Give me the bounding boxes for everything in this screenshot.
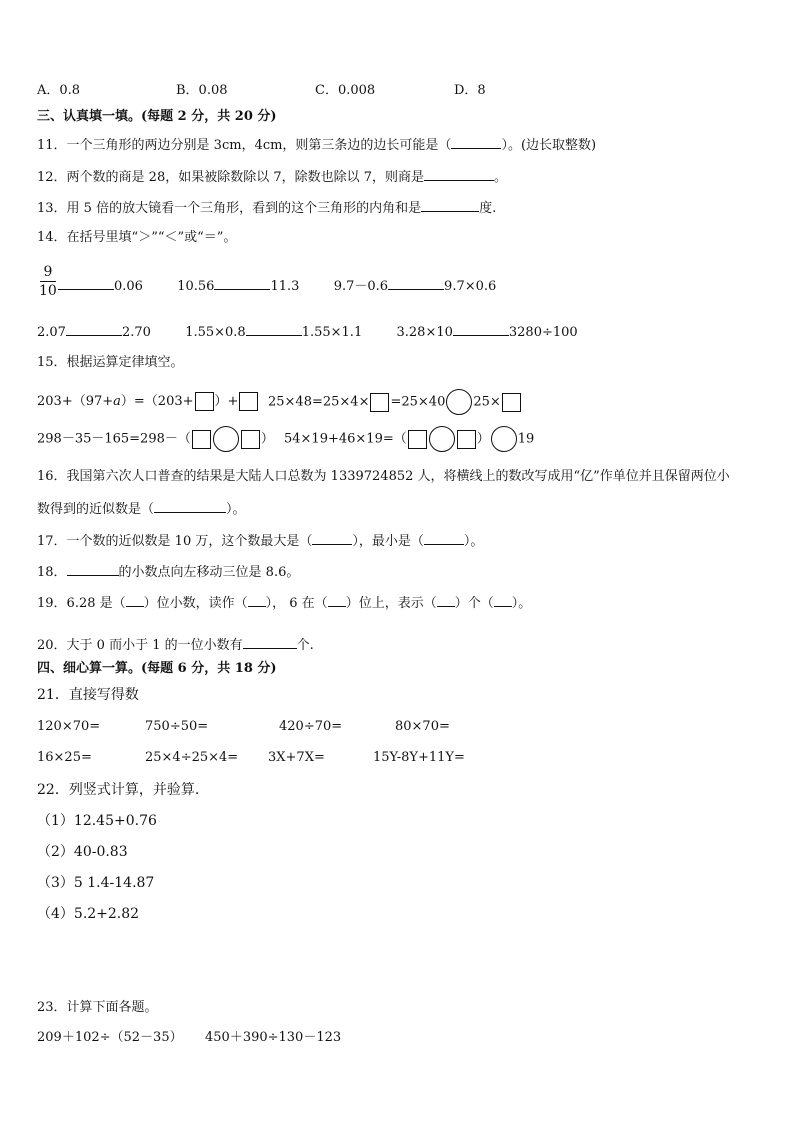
fraction-denominator: 10 bbox=[39, 283, 57, 299]
q19-text: ）位上，表示（ bbox=[345, 596, 437, 611]
q16-text-end: ）。 bbox=[226, 502, 246, 517]
question-18 bbox=[37, 562, 299, 582]
q11-text-end: ）。(边长取整数) bbox=[501, 138, 597, 153]
q21-item: 80×70= bbox=[395, 719, 450, 734]
q21-item: 750÷50= bbox=[145, 719, 209, 734]
answer-circle[interactable] bbox=[429, 426, 455, 452]
q14-term: 11.3 bbox=[270, 279, 300, 294]
q17-text-end: ）。 bbox=[463, 534, 484, 549]
q23-expression-2: 450＋390÷130－123 bbox=[205, 1030, 342, 1045]
q22-item-4: （4）5.2+2.82 bbox=[37, 906, 140, 922]
question-19 bbox=[37, 593, 531, 613]
answer-box[interactable] bbox=[241, 430, 260, 449]
q15-text: 25× bbox=[473, 394, 501, 410]
q15-text: 19 bbox=[517, 431, 535, 447]
q21-item: 3X+7X= bbox=[268, 750, 325, 765]
q19-blank-1[interactable] bbox=[126, 593, 144, 607]
q15-text: ） bbox=[260, 431, 274, 447]
q15-row1-left bbox=[37, 389, 259, 415]
q15-text: ）=（203+ bbox=[120, 394, 194, 409]
q15-row2-right bbox=[284, 426, 534, 453]
answer-box[interactable] bbox=[195, 392, 214, 411]
q15-variable: a bbox=[113, 394, 121, 409]
q12-blank[interactable] bbox=[424, 167, 494, 181]
section-3-title: 三、认真填一填。(每题 2 分，共 20 分) bbox=[37, 109, 277, 124]
question-16-line1: 16．我国第六次人口普查的结果是大陆人口总数为 1339724852 人，将横线上的数改写成用“亿”作单位并且保留两位小 bbox=[37, 469, 730, 484]
option-c: C．0.008 bbox=[315, 83, 376, 98]
q19-text: ）个（ bbox=[454, 596, 494, 611]
q14-term: 2.70 bbox=[121, 325, 151, 340]
option-a: A．0.8 bbox=[37, 83, 81, 98]
q14-term: 3.28×10 bbox=[396, 325, 453, 340]
answer-circle[interactable] bbox=[213, 426, 239, 452]
q13-text: 13．用 5 倍的放大镜看一个三角形，看到的这个三角形的内角和是 bbox=[37, 201, 422, 216]
q20-blank[interactable] bbox=[243, 635, 297, 649]
q12-text: 12．两个数的商是 28，如果被除数除以 7，除数也除以 7，则商是 bbox=[37, 170, 425, 185]
q14-row2 bbox=[37, 322, 578, 342]
q19-blank-4[interactable] bbox=[437, 593, 455, 607]
q11-text: 11．一个三角形的两边分别是 3cm，4cm，则第三条边的边长可能是（ bbox=[37, 138, 452, 153]
answer-box[interactable] bbox=[502, 393, 521, 412]
q21-item: 15Y-8Y+11Y= bbox=[373, 750, 465, 765]
q14-blank-1[interactable] bbox=[58, 276, 114, 290]
q21-item: 25×4÷25×4= bbox=[145, 750, 239, 765]
q14-term: 3280÷100 bbox=[508, 325, 578, 340]
q15-text: =25×40 bbox=[390, 394, 446, 410]
q14-term: 9.7×0.6 bbox=[444, 279, 497, 294]
q19-text: 19．6.28 是（ bbox=[37, 596, 126, 611]
q11-blank[interactable] bbox=[451, 135, 501, 149]
q19-blank-3[interactable] bbox=[328, 593, 346, 607]
q15-text: 54×19+46×19=（ bbox=[284, 431, 407, 447]
q18-text-end: 的小数点向左移动三位是 8.6。 bbox=[118, 565, 300, 580]
answer-circle[interactable] bbox=[491, 426, 517, 452]
q16-text: 数得到的近似数是（ bbox=[37, 502, 155, 517]
option-d: D．8 bbox=[454, 83, 486, 98]
question-15-title: 15．根据运算定律填空。 bbox=[37, 355, 184, 370]
q17-blank-max[interactable] bbox=[312, 531, 352, 545]
answer-box[interactable] bbox=[457, 430, 476, 449]
q19-text-end: ）。 bbox=[511, 596, 532, 611]
question-17 bbox=[37, 531, 483, 551]
q19-blank-2[interactable] bbox=[248, 593, 266, 607]
q15-text: 25×48=25×4× bbox=[268, 394, 370, 410]
q22-item-2: （2）40-0.83 bbox=[37, 844, 128, 860]
option-b: B．0.08 bbox=[176, 83, 228, 98]
q18-blank[interactable] bbox=[67, 562, 119, 576]
question-13 bbox=[37, 198, 496, 218]
q14-term: 1.55×1.1 bbox=[301, 325, 363, 340]
answer-box[interactable] bbox=[192, 430, 211, 449]
q14-term: 2.07 bbox=[37, 325, 66, 340]
q14-blank-3[interactable] bbox=[388, 276, 444, 290]
q20-text-end: 个. bbox=[296, 638, 314, 653]
q17-text: ），最小是（ bbox=[352, 534, 424, 549]
q14-blank-6[interactable] bbox=[453, 322, 509, 336]
q14-term: 0.06 bbox=[114, 279, 143, 294]
q14-blank-5[interactable] bbox=[246, 322, 302, 336]
q21-item: 120×70= bbox=[37, 719, 101, 734]
question-14-title: 14．在括号里填“＞”“＜”或“＝”。 bbox=[37, 230, 237, 245]
q20-text: 20．大于 0 而小于 1 的一位小数有 bbox=[37, 638, 243, 653]
fraction-9-10 bbox=[39, 264, 57, 299]
section-4-title: 四、细心算一算。(每题 6 分，共 18 分) bbox=[37, 661, 277, 676]
question-20 bbox=[37, 635, 314, 655]
answer-circle[interactable] bbox=[446, 389, 472, 415]
answer-box[interactable] bbox=[370, 393, 389, 412]
q23-expression-1: 209＋102÷（52－35） bbox=[37, 1030, 183, 1045]
answer-box[interactable] bbox=[239, 392, 258, 411]
question-16-line2 bbox=[37, 499, 246, 519]
q15-text: ）+ bbox=[214, 394, 239, 409]
q17-text: 17．一个数的近似数是 10 万，这个数最大是（ bbox=[37, 534, 313, 549]
q15-row1-right bbox=[268, 389, 522, 416]
question-21-title: 21．直接写得数 bbox=[37, 687, 139, 703]
q14-blank-2[interactable] bbox=[214, 276, 270, 290]
q15-text: 203+（97+ bbox=[37, 394, 114, 409]
question-22-title: 22．列竖式计算，并验算. bbox=[37, 782, 200, 798]
q17-blank-min[interactable] bbox=[424, 531, 464, 545]
q18-text: 18． bbox=[37, 565, 67, 580]
q22-item-3: （3）5 1.4-14.87 bbox=[37, 875, 155, 891]
fraction-numerator: 9 bbox=[43, 264, 53, 280]
q19-text: ）， 6 在（ bbox=[265, 596, 328, 611]
q15-text: ） bbox=[476, 431, 490, 447]
q12-text-end: 。 bbox=[494, 170, 508, 185]
answer-box[interactable] bbox=[408, 430, 427, 449]
q14-blank-4[interactable] bbox=[66, 322, 122, 336]
q14-term: 9.7－0.6 bbox=[333, 279, 389, 294]
q14-row1 bbox=[58, 276, 496, 296]
q19-blank-5[interactable] bbox=[494, 593, 512, 607]
q14-term: 10.56 bbox=[177, 279, 215, 294]
q14-term: 1.55×0.8 bbox=[185, 325, 246, 340]
q13-blank[interactable] bbox=[421, 198, 479, 212]
q16-blank[interactable] bbox=[154, 499, 226, 513]
q15-text: 298－35－165=298－（ bbox=[37, 431, 191, 447]
question-12 bbox=[37, 167, 507, 187]
q19-text: ）位小数，读作（ bbox=[143, 596, 248, 611]
question-11 bbox=[37, 135, 596, 155]
q21-item: 420÷70= bbox=[279, 719, 343, 734]
q15-row2-left bbox=[37, 426, 274, 453]
question-23-title: 23．计算下面各题。 bbox=[37, 1000, 158, 1015]
q13-text-end: 度. bbox=[479, 201, 497, 216]
q21-item: 16×25= bbox=[37, 750, 92, 765]
q22-item-1: （1）12.45+0.76 bbox=[37, 813, 157, 829]
